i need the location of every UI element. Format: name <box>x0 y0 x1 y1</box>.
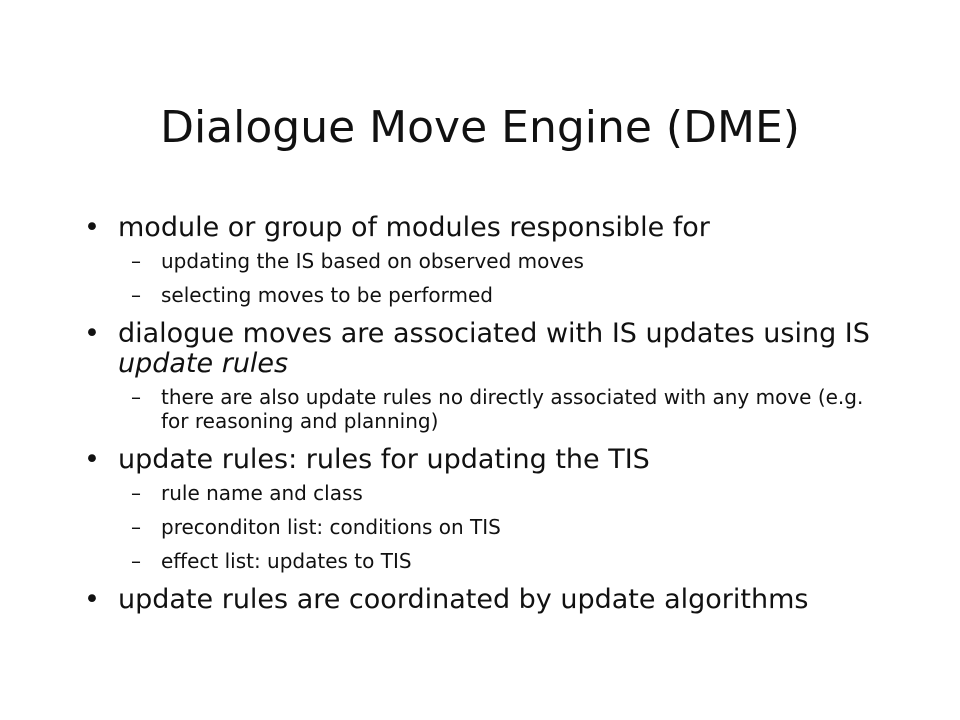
sub-bullet-text: effect list: updates to TIS <box>161 549 412 573</box>
bullet-icon: • <box>84 444 100 475</box>
bullet-item <box>84 585 884 615</box>
slide-title: Dialogue Move Engine (DME) <box>160 102 800 153</box>
bullet-icon: • <box>84 318 100 349</box>
dash-icon: – <box>131 481 141 505</box>
bullet-icon: • <box>84 212 100 243</box>
sub-bullet-text: preconditon list: conditions on TIS <box>161 515 501 539</box>
sub-list <box>84 249 884 307</box>
sub-bullet-text: selecting moves to be performed <box>161 283 493 307</box>
sub-bullet-item <box>84 549 884 573</box>
bullet-text: module or group of modules responsible for <box>118 212 710 243</box>
bullet-text <box>118 318 870 379</box>
dash-icon: – <box>131 249 141 273</box>
bullet-item <box>84 213 884 243</box>
sub-bullet-item <box>84 481 884 505</box>
bullet-text-plain: dialogue moves are associated with IS updates using IS <box>118 318 870 349</box>
sub-bullet-item <box>84 283 884 307</box>
sub-bullet-item <box>84 249 884 273</box>
bullet-text: update rules are coordinated by update algorithms <box>118 584 809 615</box>
sub-bullet-item <box>84 385 884 433</box>
dash-icon: – <box>131 385 141 409</box>
sub-bullet-text: rule name and class <box>161 481 363 505</box>
sub-list <box>84 385 884 433</box>
bullet-text-italic: update rules <box>118 348 289 379</box>
sub-list <box>84 481 884 573</box>
bullet-item <box>84 319 884 379</box>
dash-icon: – <box>131 283 141 307</box>
dash-icon: – <box>131 549 141 573</box>
bullet-text: update rules: rules for updating the TIS <box>118 444 650 475</box>
dash-icon: – <box>131 515 141 539</box>
bullet-icon: • <box>84 584 100 615</box>
bullet-item <box>84 445 884 475</box>
sub-bullet-item <box>84 515 884 539</box>
sub-bullet-text: updating the IS based on observed moves <box>161 249 584 273</box>
sub-bullet-text: there are also update rules no directly associated with any move (e.g. for reasoning and planning) <box>161 385 864 433</box>
slide-body <box>84 213 884 615</box>
